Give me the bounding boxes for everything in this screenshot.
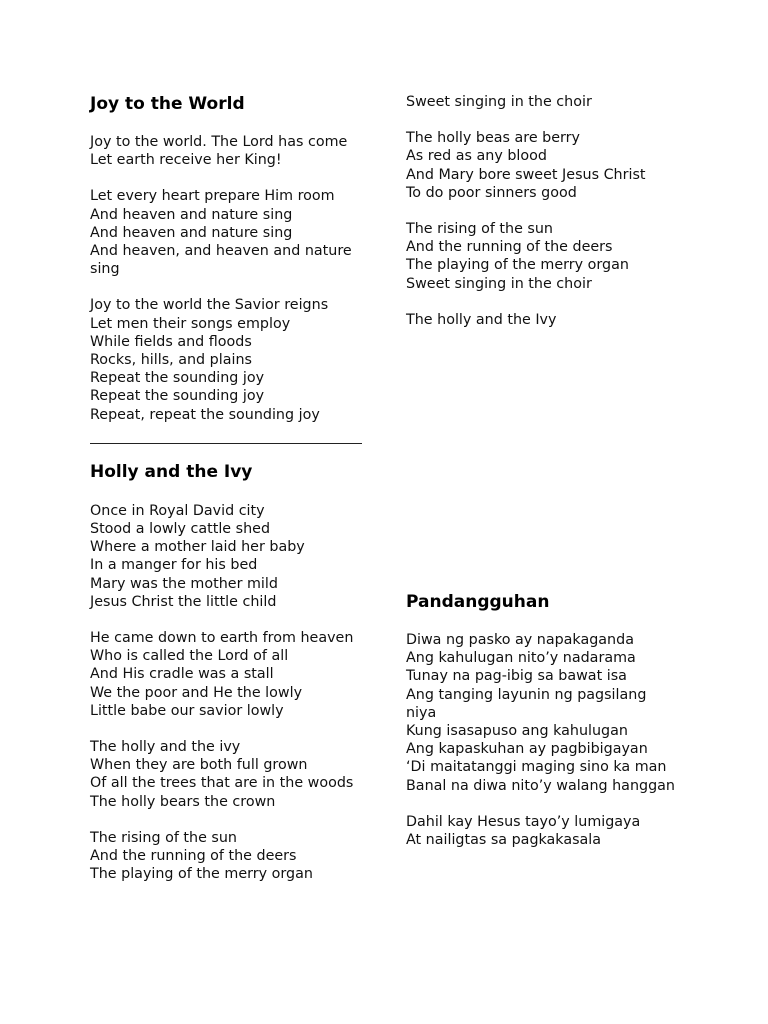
lyric-line: The playing of the merry organ — [406, 257, 629, 274]
stanza — [90, 502, 365, 611]
lyric-line: At nailigtas sa pagkakasala — [406, 832, 602, 849]
song-title-pandangguhan: Pandangguhan — [406, 592, 550, 613]
lyric-line: In a manger for his bed — [90, 557, 258, 574]
lyric-line: Joy to the world. The Lord has come — [90, 134, 348, 150]
lyric-line: Let earth receive her King! — [90, 152, 282, 169]
lyric-line: And Mary bore sweet Jesus Christ — [406, 166, 646, 183]
lyric-line: Repeat the sounding joy — [90, 370, 265, 387]
lyric-line: He came down to earth from heaven — [90, 630, 354, 647]
lyric-line: Sweet singing in the choir — [406, 275, 592, 292]
lyric-line: Ang kahulugan nito’y nadarama — [406, 650, 636, 667]
stanza — [406, 220, 681, 293]
lyric-line: When they are both full grown — [90, 757, 308, 774]
stanza — [406, 631, 681, 795]
stanza — [90, 829, 365, 884]
lyric-line: Let every heart prepare Him room — [90, 188, 335, 205]
lyric-line: And heaven and nature sing — [90, 206, 293, 223]
lyric-line: Let men their songs employ — [90, 315, 291, 332]
lyric-line: Sweet singing in the choir — [406, 94, 592, 110]
lyric-line: The holly beas are berry — [406, 130, 581, 147]
lyric-line: The playing of the merry organ — [90, 866, 313, 883]
lyric-line: We the poor and He the lowly — [90, 684, 303, 701]
lyric-line: As red as any blood — [406, 148, 547, 165]
lyric-line: Where a mother laid her baby — [90, 539, 305, 556]
lyric-line: To do poor sinners good — [406, 184, 577, 201]
lyric-line: While fields and floods — [90, 333, 252, 350]
lyric-line: Jesus Christ the little child — [90, 593, 277, 610]
lyric-line: ‘Di maitatanggi maging sino ka man — [406, 759, 667, 776]
lyric-line: And the running of the deers — [90, 848, 297, 865]
stanza — [90, 296, 365, 423]
lyric-line: Who is called the Lord of all — [90, 648, 289, 665]
lyric-line: And the running of the deers — [406, 239, 613, 256]
lyric-line: Ang kapaskuhan ay pagbibigayan — [406, 741, 648, 758]
stanza — [90, 187, 365, 278]
stanza — [406, 93, 681, 111]
lyric-line: Repeat, repeat the sounding joy — [90, 406, 320, 423]
lyric-line: The holly and the Ivy — [406, 311, 557, 328]
lyric-line: Ang tanging layunin ng pagsilang niya — [406, 686, 647, 721]
lyric-line: Of all the trees that are in the woods — [90, 775, 354, 792]
lyric-line: Diwa ng pasko ay napakaganda — [406, 632, 634, 649]
stanza — [90, 133, 365, 169]
lyric-line: Joy to the world the Savior reigns — [90, 297, 329, 314]
song-title-holly-and-the-ivy: Holly and the Ivy — [90, 461, 253, 482]
lyric-line: The rising of the sun — [406, 221, 553, 238]
lyric-line: And His cradle was a stall — [90, 666, 274, 683]
stanza — [90, 738, 365, 811]
lyric-line: Stood a lowly cattle shed — [90, 521, 271, 538]
stanza — [406, 813, 681, 849]
stanza — [406, 311, 681, 329]
left-column — [90, 93, 365, 884]
lyric-line: The holly bears the crown — [90, 793, 276, 810]
lyric-line: And heaven and nature sing — [90, 224, 293, 241]
lyric-line: Repeat the sounding joy — [90, 388, 265, 405]
lyric-line: Once in Royal David city — [90, 502, 265, 519]
lyric-line: Tunay na pag-ibig sa bawat isa — [406, 668, 627, 685]
lyric-line: Rocks, hills, and plains — [90, 352, 252, 369]
lyric-line: Banal na diwa nito’y walang hanggan — [406, 777, 675, 794]
lyric-line: The holly and the ivy — [90, 739, 241, 756]
stanza — [406, 129, 681, 202]
lyric-line: Dahil kay Hesus tayo’y lumigaya — [406, 813, 641, 830]
lyric-line: The rising of the sun — [90, 829, 237, 846]
lyric-line: Kung isasapuso ang kahulugan — [406, 723, 628, 740]
song-title-joy-to-the-world: Joy to the World — [90, 94, 245, 114]
right-column — [406, 93, 681, 849]
lyric-line: And heaven, and heaven and nature sing — [90, 243, 352, 278]
lyric-line: Little babe our savior lowly — [90, 702, 284, 719]
lyric-line: Mary was the mother mild — [90, 575, 278, 592]
stanza — [90, 629, 365, 720]
